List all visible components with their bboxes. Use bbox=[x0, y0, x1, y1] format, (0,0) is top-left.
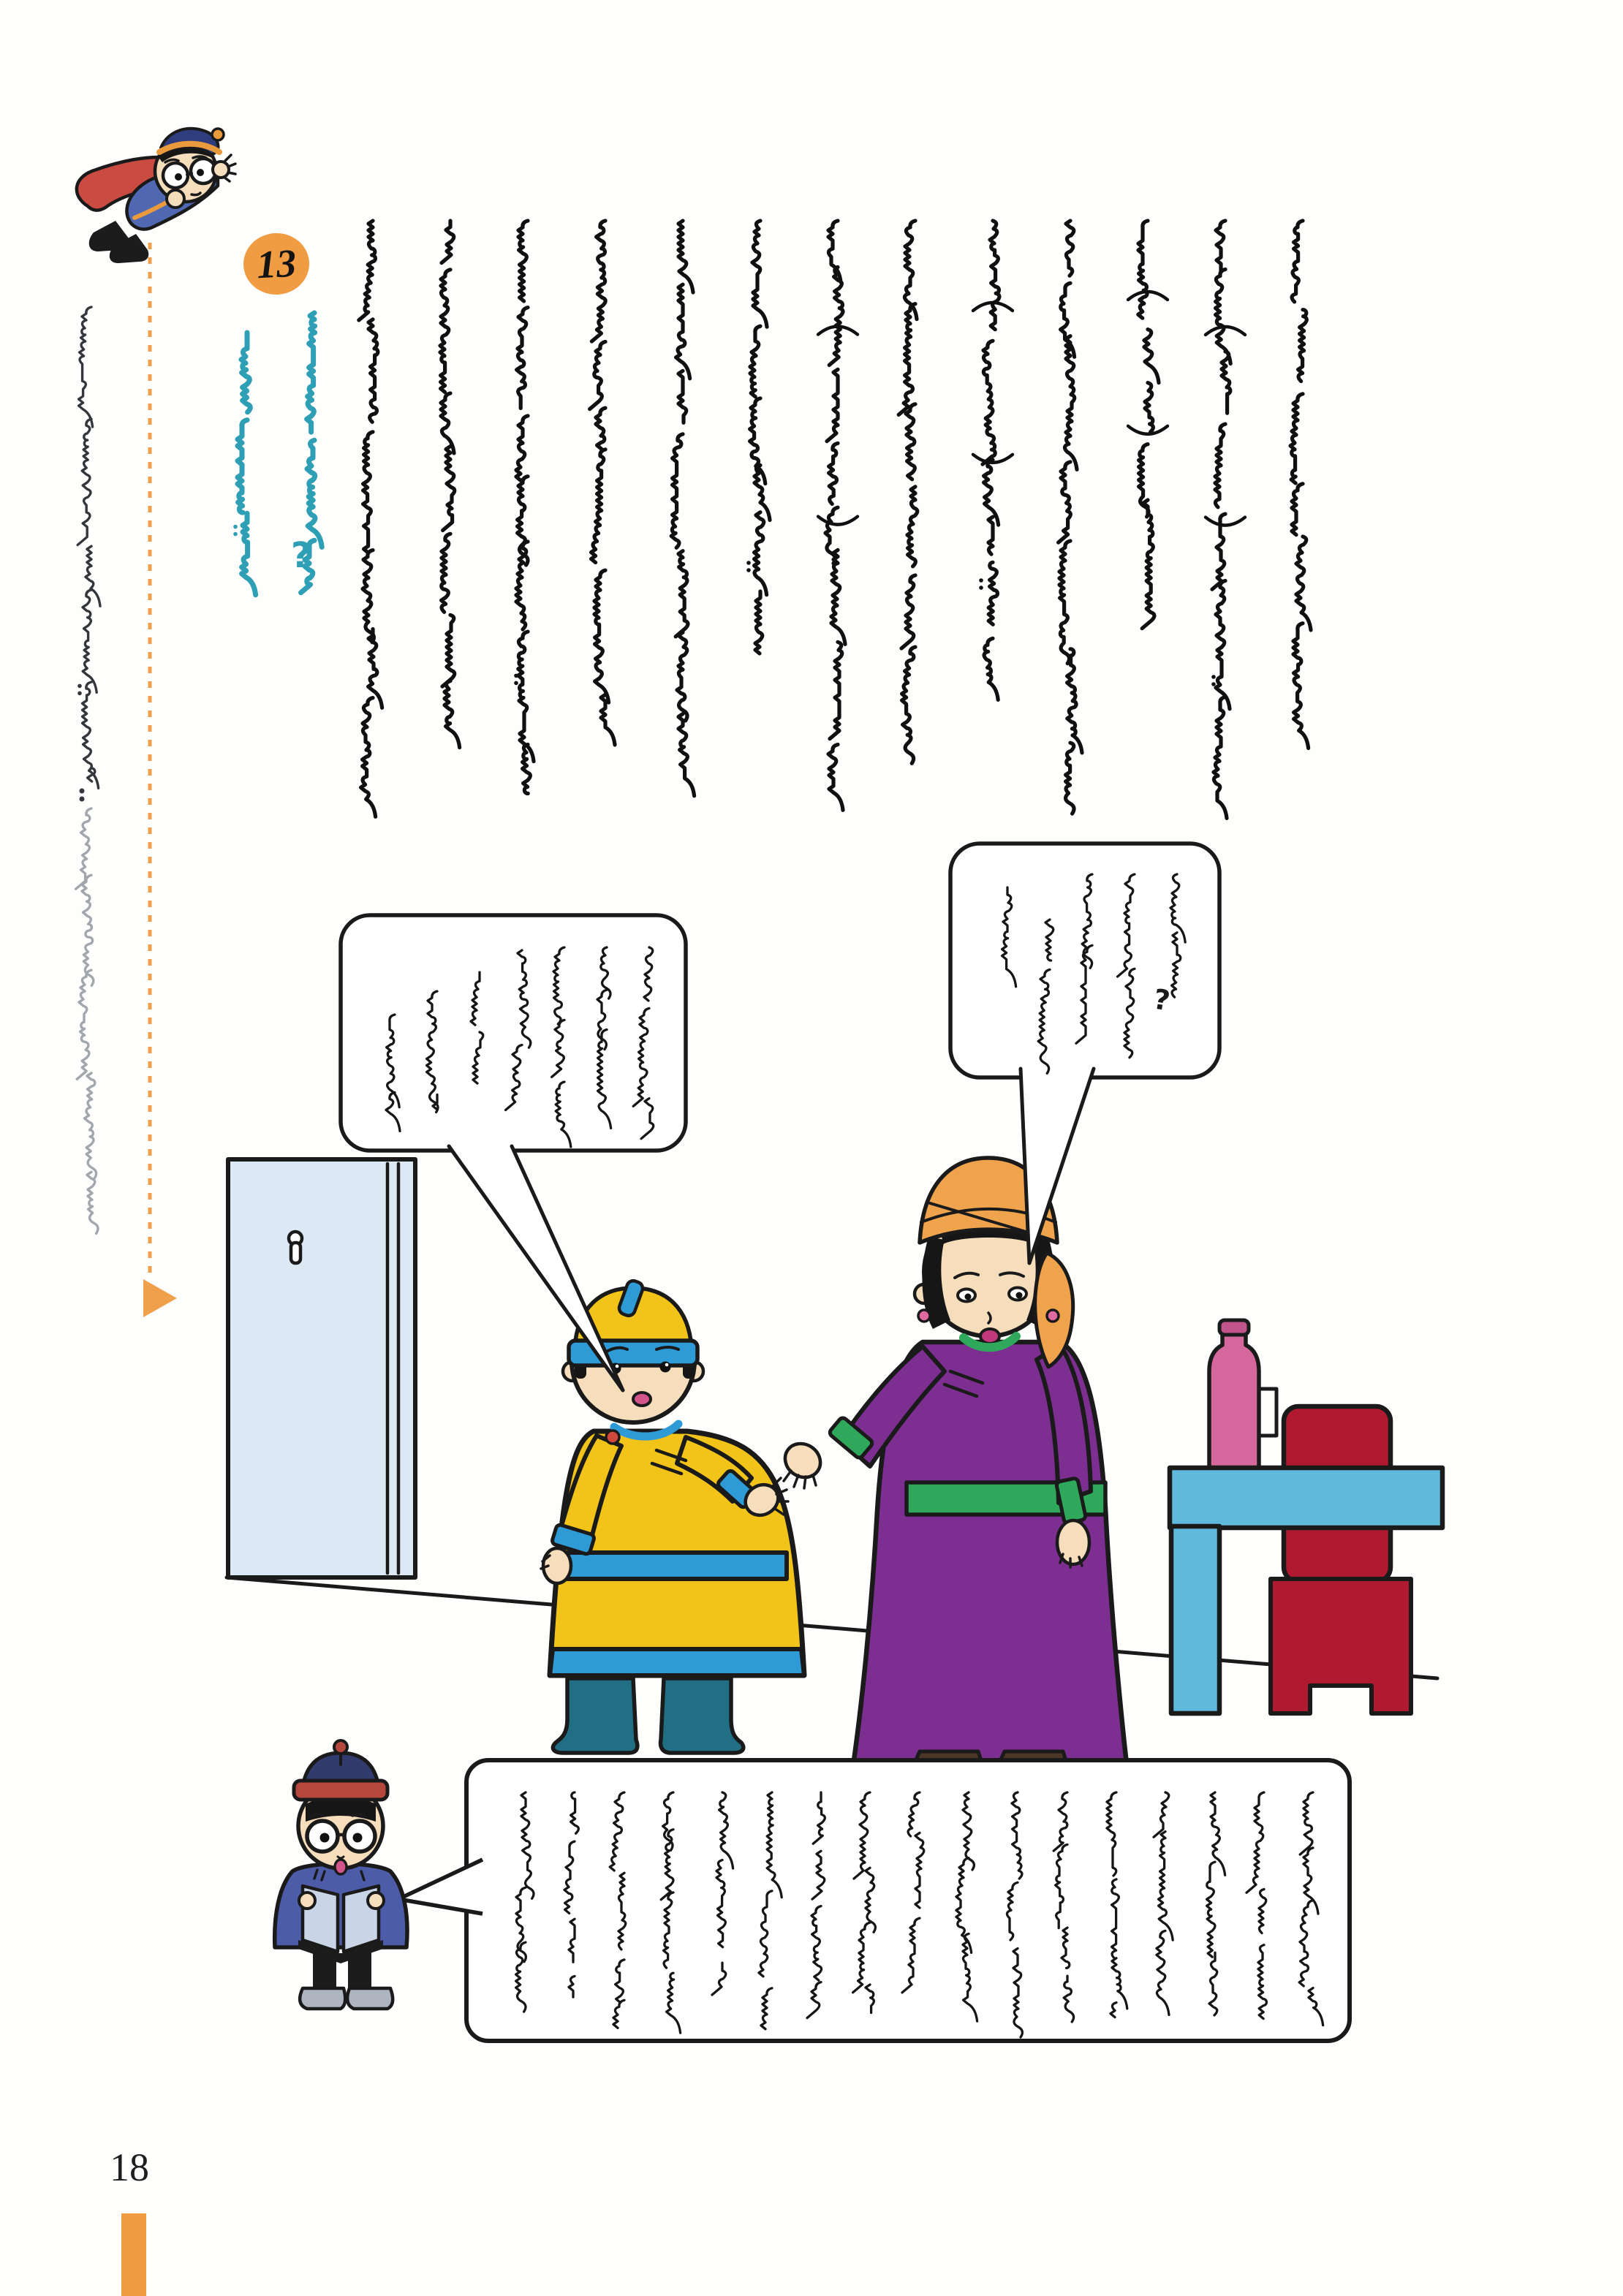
sidebar bbox=[76, 243, 177, 1317]
table-leg bbox=[1171, 1526, 1219, 1713]
thermos-cap bbox=[1219, 1320, 1249, 1335]
thermos-handle bbox=[1259, 1389, 1276, 1436]
mascot-hand bbox=[299, 1893, 315, 1909]
reading-mascot bbox=[275, 1740, 407, 2009]
mother-in-purple-deel bbox=[779, 1158, 1127, 1785]
chair-base bbox=[1271, 1579, 1411, 1713]
mascot-body bbox=[275, 1864, 407, 1948]
furniture bbox=[1170, 1320, 1442, 1713]
flying-mascot bbox=[77, 129, 235, 263]
door bbox=[228, 1159, 415, 1577]
lesson-number: 13 bbox=[255, 240, 298, 287]
lesson-text-block bbox=[359, 221, 1311, 818]
mascot-hand bbox=[213, 162, 229, 178]
mascot-hand bbox=[167, 190, 184, 208]
mother-mouth bbox=[980, 1329, 999, 1344]
mascot-hat-band bbox=[294, 1781, 387, 1800]
title-question-mark: ? bbox=[291, 535, 311, 576]
table-top bbox=[1170, 1468, 1442, 1528]
floor-line bbox=[227, 1577, 1437, 1678]
earring bbox=[1047, 1310, 1059, 1322]
page-number: 18 bbox=[110, 2145, 149, 2189]
door-handle bbox=[291, 1243, 300, 1263]
mascot-shoe bbox=[300, 1988, 345, 2009]
mascot-hat-knob bbox=[334, 1740, 347, 1754]
footer-accent-bar bbox=[121, 2213, 146, 2296]
mascot-mouth bbox=[335, 1860, 347, 1874]
illustration bbox=[227, 844, 1442, 1785]
bubble-question-mark: ? bbox=[1151, 982, 1173, 1018]
sidebar-vertical-caption bbox=[76, 307, 100, 1233]
arrow-icon bbox=[143, 1279, 177, 1317]
earring bbox=[918, 1310, 930, 1322]
boy-mouth bbox=[633, 1393, 651, 1406]
mascot-hat-knob bbox=[212, 129, 224, 140]
thermos bbox=[1209, 1333, 1259, 1468]
boy-in-yellow-deel bbox=[541, 1279, 804, 1753]
mascot-shoe bbox=[347, 1988, 393, 2009]
mascot-hand bbox=[368, 1893, 384, 1909]
boy-sash bbox=[567, 1553, 787, 1579]
boy-boot bbox=[661, 1678, 744, 1753]
boy-boot bbox=[553, 1678, 638, 1753]
